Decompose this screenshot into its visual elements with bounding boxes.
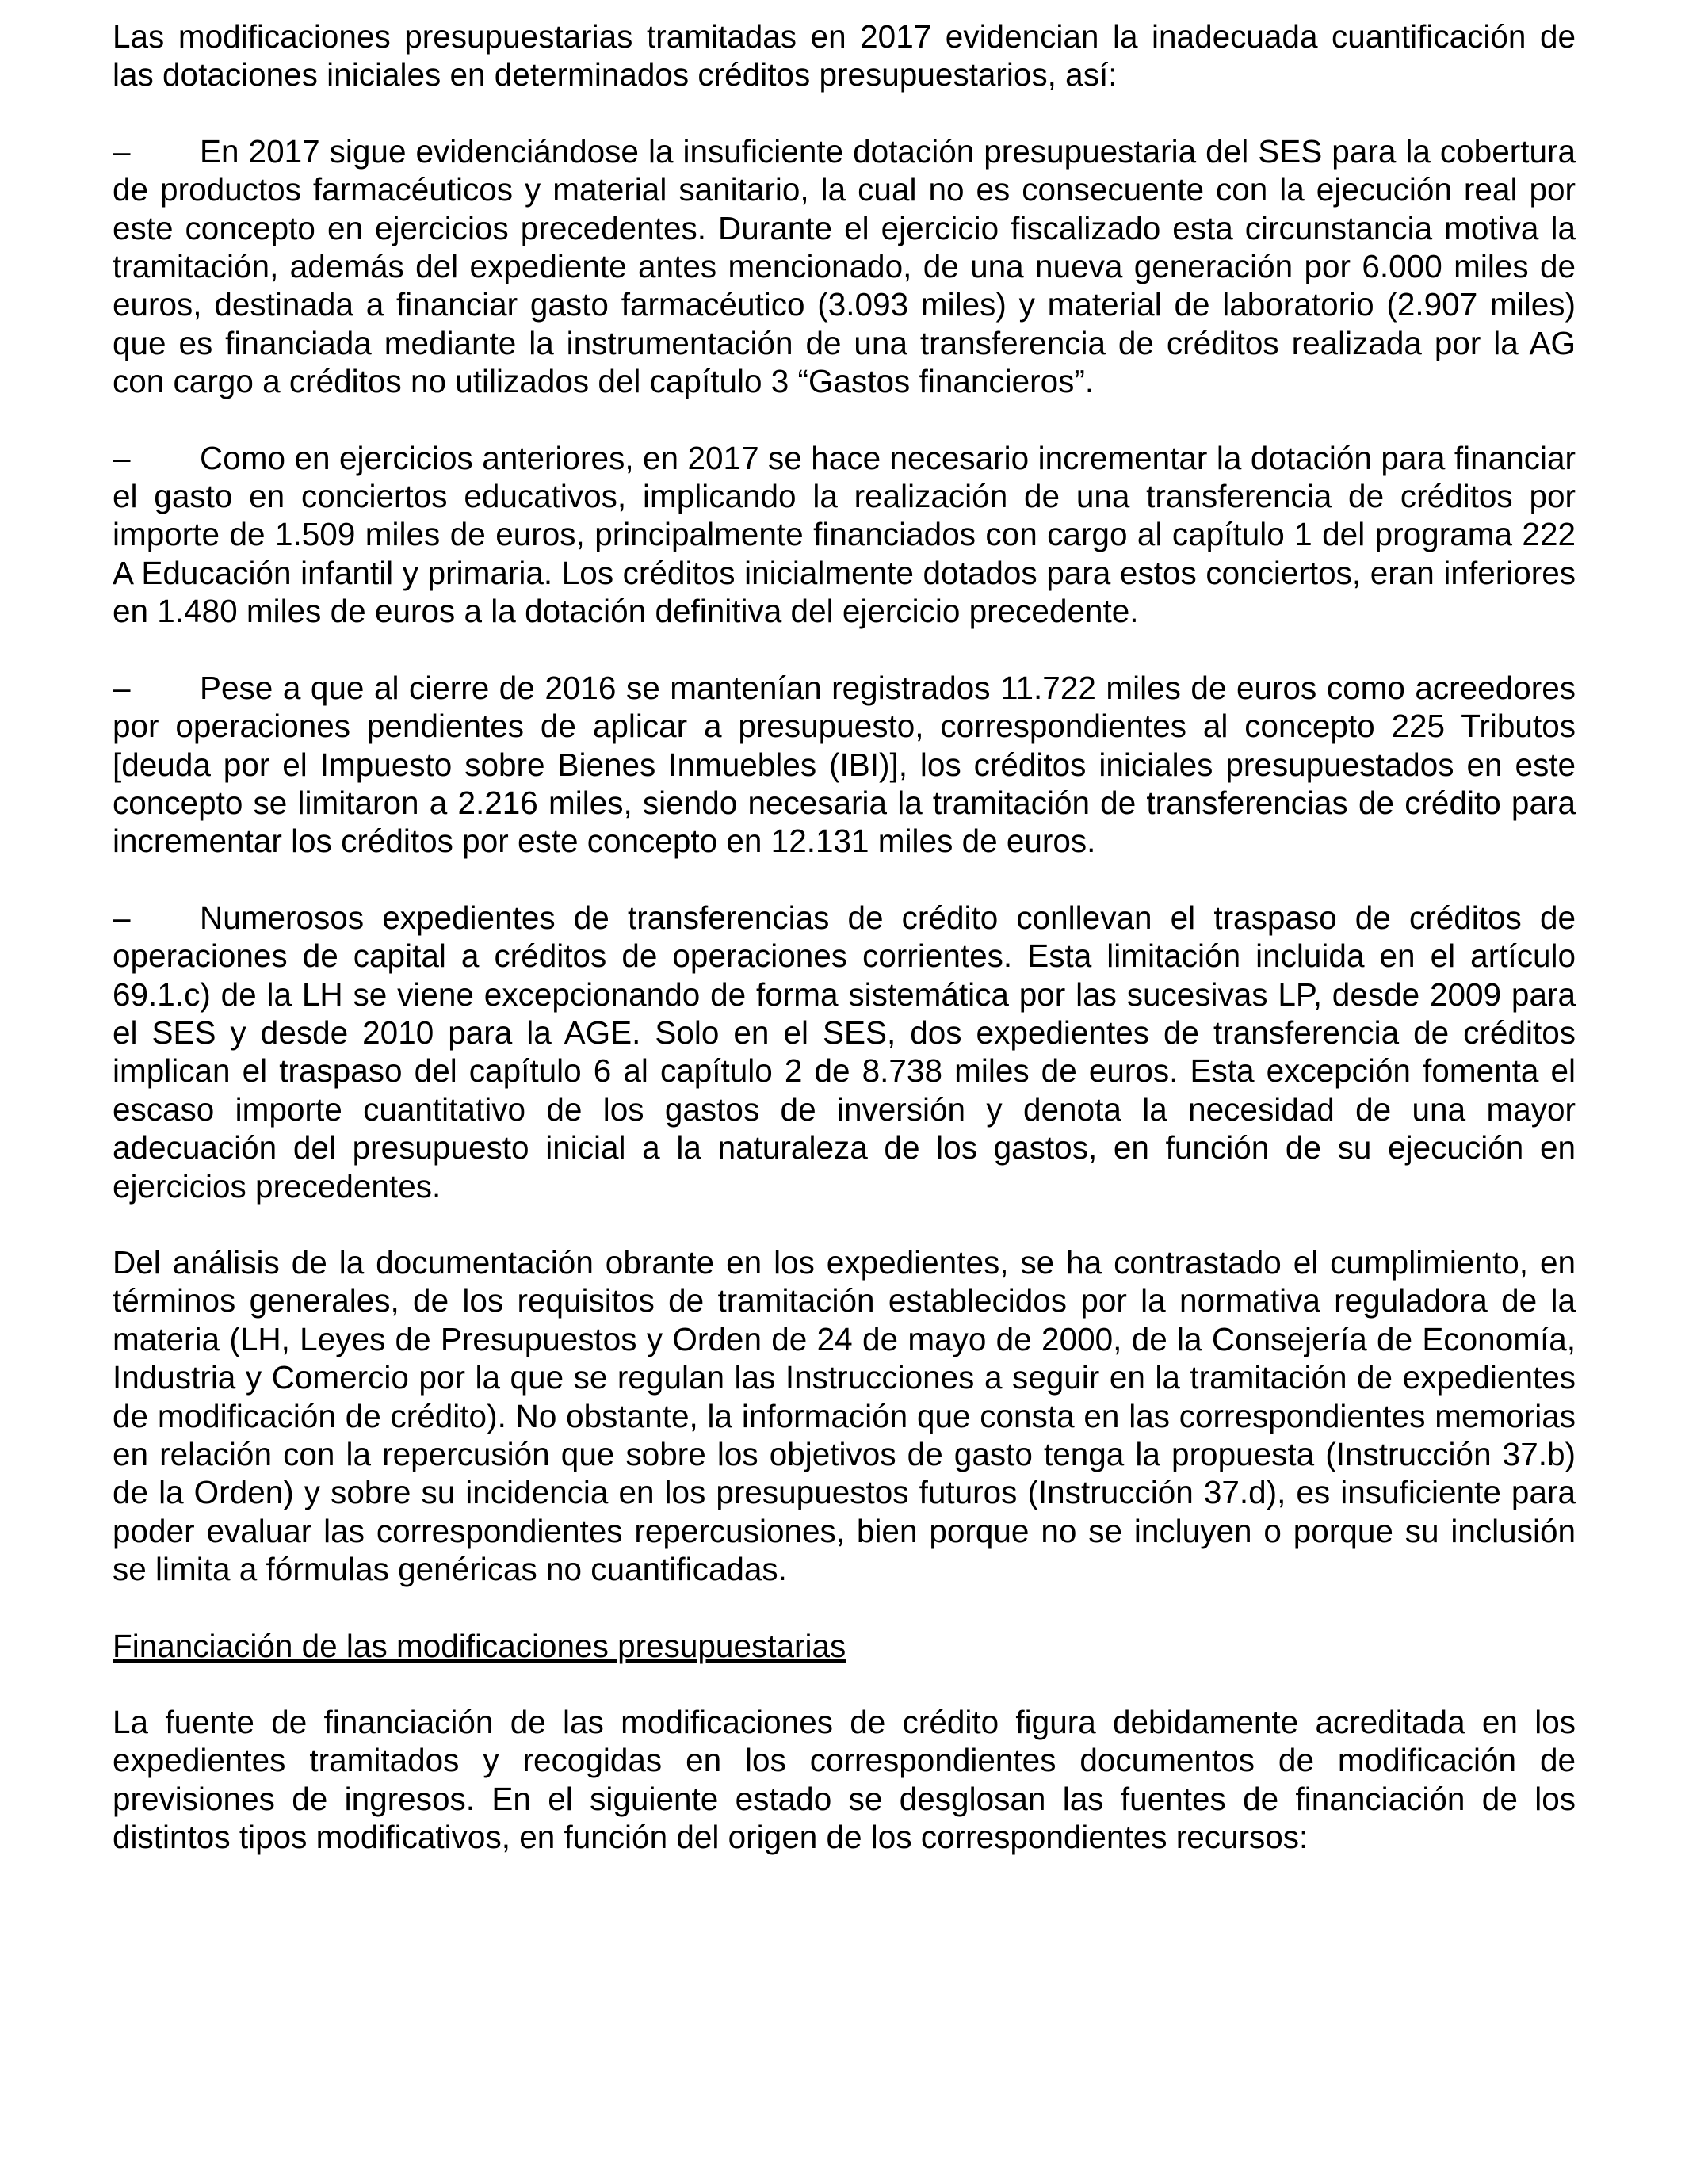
bullet-text: Como en ejercicios anteriores, en 2017 se hace necesario incrementar la dotación para financiar el gasto en conciertos educativos, implicando la realización de una transferencia de créditos por importe de 1.509 miles de euros, principalmente financiados con cargo al capítulo 1 del programa 222 A Educación infantil y primaria. Los créditos inicialmente dotados para estos conciertos, eran inferiores en 1.480 miles de euros a la dotación definitiva del ejercicio precedente. bbox=[113, 439, 1576, 630]
intro-paragraph: Las modificaciones presupuestarias tramitadas en 2017 evidencian la inadecuada cuantificación de las dotaciones iniciales en determinados créditos presupuestarios, así: bbox=[113, 18, 1576, 94]
bullet-text: Pese a que al cierre de 2016 se mantenían registrados 11.722 miles de euros como acreedores por operaciones pendientes de aplicar a presupuesto, correspondientes al concepto 225 Tributos [deuda por el Impuesto sobre Bienes Inmuebles (IBI)], los créditos iniciales presupuestados en este concepto se limitaron a 2.216 miles, siendo necesaria la tramitación de transferencias de crédito para incrementar los créditos por este concepto en 12.131 miles de euros. bbox=[113, 669, 1576, 860]
document-page bbox=[113, 17, 1576, 1857]
bullet-item-tributos bbox=[113, 669, 1576, 861]
dash-bullet-icon: – bbox=[113, 899, 131, 936]
bullet-text: En 2017 sigue evidenciándose la insuficiente dotación presupuestaria del SES para la cobertura de productos farmacéuticos y material sanitario, la cual no es consecuente con la ejecución real por este concepto en ejercicios precedentes. Durante el ejercicio fiscalizado esta circunstancia motiva la tramitación, además del expediente antes mencionado, de una nueva generación por 6.000 miles de euros, destinada a financiar gasto farmacéutico (3.093 miles) y material de laboratorio (2.907 miles) que es financiada mediante la instrumentación de una transferencia de créditos realizada por la AG con cargo a créditos no utilizados del capítulo 3 “Gastos financieros”. bbox=[113, 132, 1576, 400]
financing-paragraph: La fuente de financiación de las modificaciones de crédito figura debidamente acreditada en los expedientes tramitados y recogidas en los correspondientes documentos de modificación de previsiones de ingresos. En el siguiente estado se desglosan las fuentes de financiación de los distintos tipos modificativos, en función del origen de los correspondientes recursos: bbox=[113, 1704, 1576, 1856]
bullet-item-farmaceuticos bbox=[113, 132, 1576, 401]
analysis-paragraph: Del análisis de la documentación obrante en los expedientes, se ha contrastado el cumplimiento, en términos generales, de los requisitos de tramitación establecidos por la normativa reguladora de la materia (LH, Leyes de Presupuestos y Orden de 24 de mayo de 2000, de la Consejería de Economía, Industria y Comercio por la que se regulan las Instrucciones a seguir en la tramitación de expedientes de modificación de crédito). No obstante, la información que consta en las correspondientes memorias en relación con la repercusión que sobre los objetivos de gasto tenga la propuesta (Instrucción 37.b) de la Orden) y sobre su incidencia en los presupuestos futuros (Instrucción 37.d), es insuficiente para poder evaluar las correspondientes repercusiones, bien porque no se incluyen o porque su inclusión se limita a fórmulas genéricas no cuantificadas. bbox=[113, 1243, 1576, 1588]
bullet-item-transferencias bbox=[113, 899, 1576, 1205]
bullet-item-conciertos bbox=[113, 439, 1576, 631]
section-heading: Financiación de las modificaciones presupuestarias bbox=[113, 1627, 846, 1664]
dash-bullet-icon: – bbox=[113, 669, 131, 706]
dash-bullet-icon: – bbox=[113, 132, 131, 170]
dash-bullet-icon: – bbox=[113, 439, 131, 476]
bullet-text: Numerosos expedientes de transferencias de crédito conllevan el traspaso de créditos de operaciones de capital a créditos de operaciones corrientes. Esta limitación incluida en el artículo 69.1.c) de la LH se viene excepcionando de forma sistemática por las sucesivas LP, desde 2009 para el SES y desde 2010 para la AGE. Solo en el SES, dos expedientes de transferencia de créditos implican el traspaso del capítulo 6 al capítulo 2 de 8.738 miles de euros. Esta excepción fomenta el escaso importe cuantitativo de los gastos de inversión y denota la necesidad de una mayor adecuación del presupuesto inicial a la naturaleza de los gastos, en función de su ejecución en ejercicios precedentes. bbox=[113, 899, 1576, 1205]
